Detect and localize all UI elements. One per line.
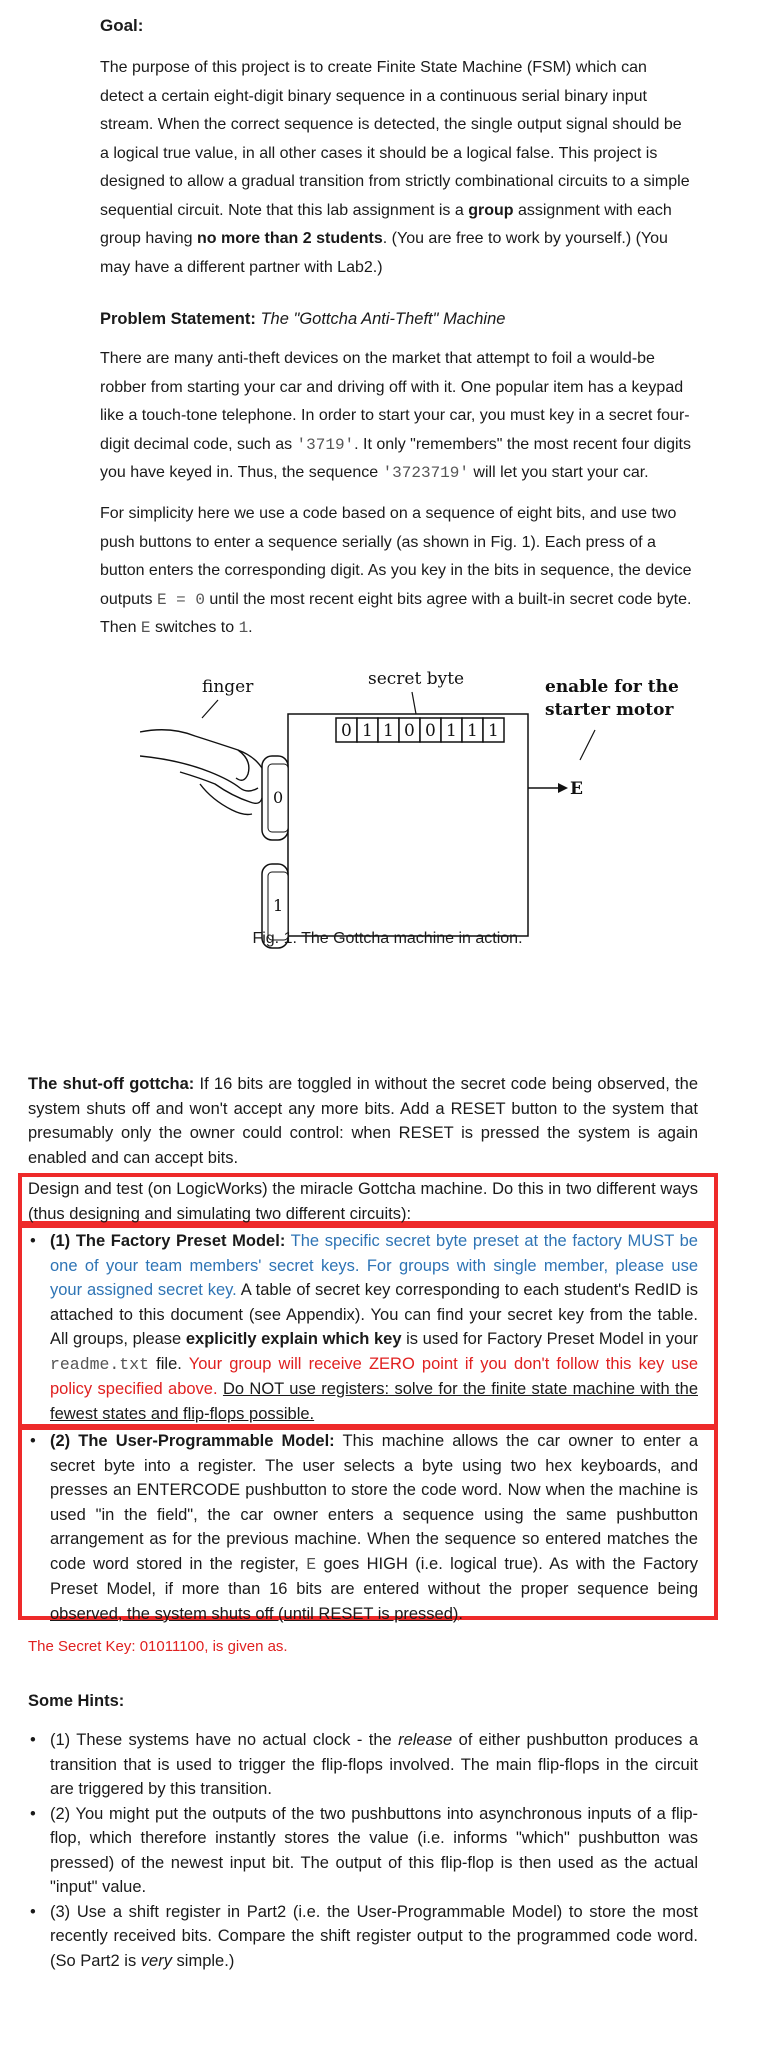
bullet: • (30, 1232, 36, 1250)
bit-value: 1 (467, 721, 478, 741)
problem-heading: Problem Statement: The "Gottcha Anti-Theft" Machine (100, 310, 506, 328)
bit-value: 0 (341, 721, 352, 741)
hint-2: • (2) You might put the outputs of the two pushbuttons into asynchronous inputs of a flip-flop, which therefore instantly stores the value (i.e. informs "which" pushbutton was pressed) of the newest input bit. The output of this flip-flop is then used as the actual "input" value. (30, 1804, 698, 1896)
secret-bits (336, 718, 504, 742)
bit-value: 1 (488, 721, 499, 741)
goal-paragraph: The purpose of this project is to create Finite State Machine (FSM) which can detect a certain eight-digit binary sequence in a continuous serial binary input stream. When the correct sequence is detected, the single output signal should be a logical true value, in all other cases it should be a logical false. This project is designed to allow a gradual transition from strictly combinational circuits to a simple sequential circuit. Note that this lab assignment is a group assignment with each group having no more than 2 students. (You are free to work by yourself.) (You may have a different partner with Lab2.) (100, 59, 690, 276)
bit-value: 1 (446, 721, 457, 741)
hint-1: • (1) These systems have no actual clock - the release of either pushbutton produces a transition that is used to trigger the flip-flops involved. The main flip-flops in the circuit are triggered by this transition. (30, 1731, 698, 1798)
bit-value: 0 (404, 721, 415, 741)
bit-value: 1 (383, 721, 394, 741)
member-limit: no more than 2 students (196, 230, 383, 247)
hint-3: • (3) Use a shift register in Part2 (i.e. the User-Programmable Model) to store the most recently received bits. Compare the shift register output to the programmed code word. (So Part2 is very simple.) (30, 1902, 698, 1970)
goal-heading: Goal: (100, 16, 144, 35)
bit-value: 1 (362, 721, 373, 741)
hints-list (28, 1728, 698, 1973)
machine-box (288, 714, 528, 936)
button-1-label: 1 (273, 896, 284, 915)
factory-item: • (1) The Factory Preset Model: The specific secret byte preset at the factory MUST be one of your team members' secret keys. For groups with single member, please use your assigned secret key. A table of secret key corresponding to each student's RedID is attached to this document (see Appendix). You can find your secret key from the table. All groups, please explicitly explain which key is used for Factory Preset Model in your readme.txt file. Your group will receive ZERO point if you don't follow this key use policy specified above. Do NOT use registers: solve for the finite state machine with the fewest states and flip-flops possible. (28, 1229, 698, 1426)
problem-paragraph-1: There are many anti-theft devices on the market that attempt to foil a would-be robber from starting your car and driving off with it. One popular item has a keypad like a touch-tone telephone. In order to start your car, you must key in a secret four-digit decimal code, such as '3719'. It only "remembers" the most recent four digits you have keyed in. Thus, the sequence '3723719' will let you start your car. (100, 350, 691, 482)
secret-byte-label: secret byte (368, 669, 465, 689)
figure-caption: Fig. 1. The Gottcha machine in action. (252, 930, 523, 947)
finger-label: finger (202, 677, 254, 697)
bullet: • (30, 1432, 36, 1450)
user-item: • (2) The User-Programmable Model: This machine allows the car owner to enter a secret byte into a register. The user selects a byte using two hex keyboards, and presses an ENTERCODE pushbutton to store the code word. Now when the machine is used "in the field", the car owner enters a sequence using the same pushbutton arrangement as for the previous machine. When the sequence so entered matches the code word stored in the register, E goes HIGH (i.e. logical true). As with the Factory Preset Model, if more than 16 bits are entered without the proper sequence being observed, the system shuts off (until RESET is pressed). (28, 1429, 698, 1626)
shutoff-paragraph: The shut-off gottcha: If 16 bits are toggled in without the secret code being observed, the system shuts off and won't accept any more bits. Add a RESET button to the system that presumably only the owner could control: when RESET is pressed the system is again enabled and can accept bits. (28, 1075, 698, 1167)
button-0-label: 0 (273, 788, 284, 807)
enable-label-line2: starter motor (545, 700, 674, 720)
bit-value: 0 (425, 721, 436, 741)
group-word: group (468, 201, 514, 219)
gottcha-figure (140, 660, 680, 960)
hints-heading: Some Hints: (28, 1692, 125, 1710)
output-label: E (570, 779, 583, 799)
hand-drawing (140, 730, 262, 815)
secret-key-note: The Secret Key: 01011100, is given as. (28, 1638, 288, 1655)
enable-label-line1: enable for the (545, 677, 679, 697)
problem-paragraph-2: For simplicity here we use a code based on a sequence of eight bits, and use two push buttons to enter a sequence serially (as shown in Fig. 1). Each press of a button enters the corresponding digit. As you key in the bits in sequence, the device outputs E = 0 until the most recent eight bits agree with a built-in secret code byte. Then E switches to 1. (100, 505, 692, 637)
design-paragraph: Design and test (on LogicWorks) the miracle Gottcha machine. Do this in two different ways (thus designing and simulating two different circuits): (28, 1180, 698, 1223)
